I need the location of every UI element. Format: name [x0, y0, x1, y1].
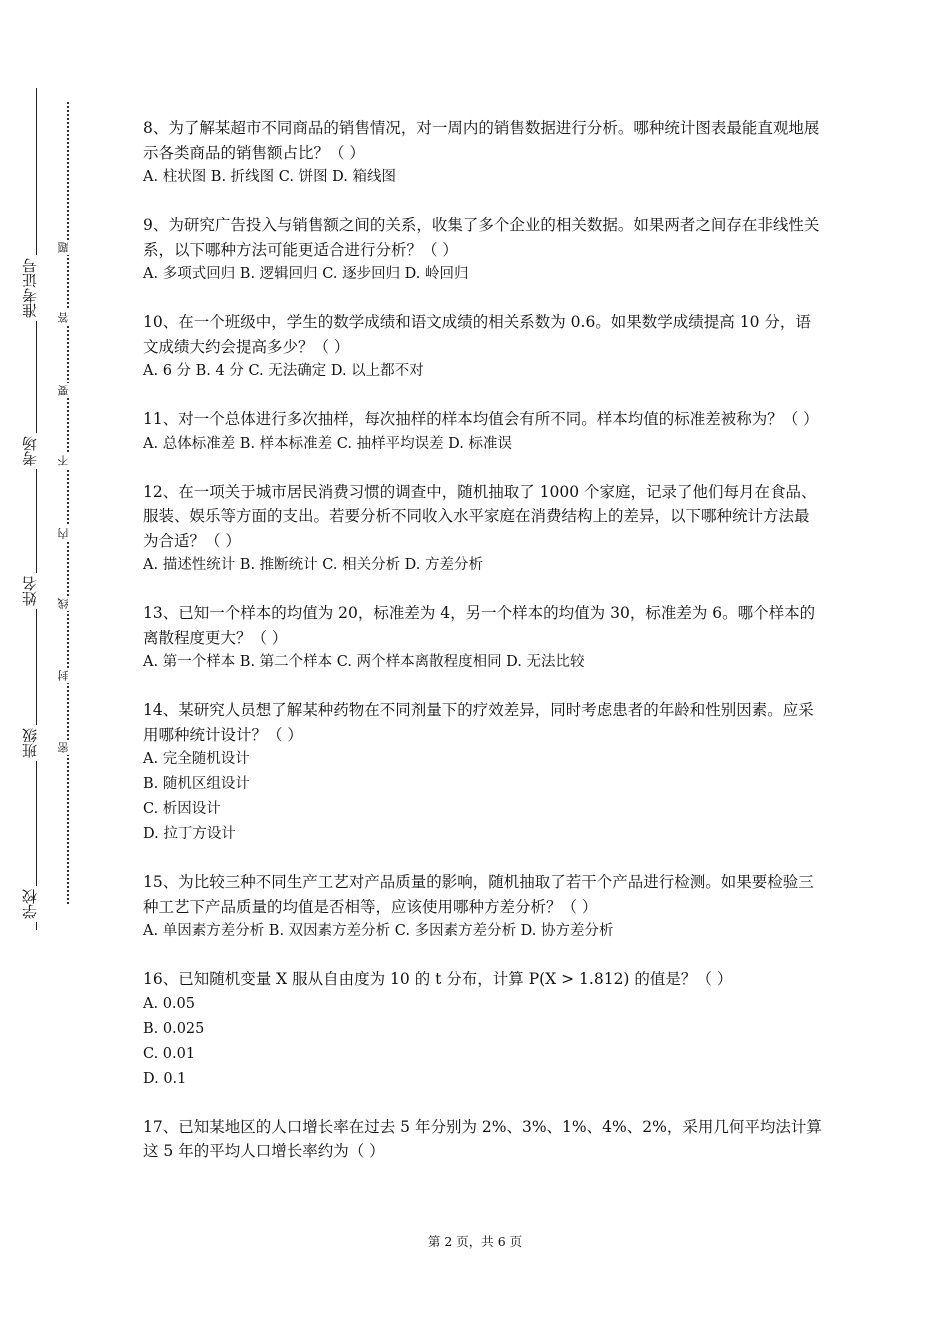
- seal-char: 线: [58, 596, 76, 611]
- seal-char: 题: [58, 240, 76, 255]
- exam-number-label: 准考证号: [22, 255, 52, 321]
- question-10: [143, 310, 823, 384]
- name-label: 姓名: [22, 573, 52, 609]
- binding-solid-line: [36, 88, 37, 930]
- school-label: 学校: [22, 886, 52, 922]
- question-stem: 13、已知一个样本的均值为 20，标准差为 4，另一个样本的均值为 30，标准差为 6。哪个样本的离散程度更大？（ ）: [143, 604, 816, 647]
- question-option-a: A. 0.05: [143, 995, 195, 1012]
- question-stem: 14、某研究人员想了解某种药物在不同剂量下的疗效差异，同时考虑患者的年龄和性别因素。应采用哪种统计设计？（ ）: [143, 701, 814, 744]
- seal-char: 不: [58, 453, 76, 468]
- question-options: A. 第一个样本 B. 第二个样本 C. 两个样本离散程度相同 D. 无法比较: [143, 654, 585, 670]
- question-option-d: D. 0.1: [143, 1070, 187, 1087]
- question-16: [143, 967, 823, 1092]
- binding-margin: [22, 0, 52, 940]
- question-12: [143, 480, 823, 579]
- question-option-a: A. 完全随机设计: [143, 751, 250, 767]
- question-stem: 17、已知某地区的人口增长率在过去 5 年分别为 2%、3%、1%、4%、2%，采用几何平均法计算这 5 年的平均人口增长率约为（ ）: [143, 1117, 822, 1160]
- question-stem: 11、对一个总体进行多次抽样，每次抽样的样本均值会有所不同。样本均值的标准差被称为？（ ）: [143, 410, 819, 428]
- question-option-c: C. 0.01: [143, 1045, 196, 1062]
- question-options: A. 多项式回归 B. 逻辑回归 C. 逐步回归 D. 岭回归: [143, 266, 469, 282]
- question-option-b: B. 随机区组设计: [143, 776, 250, 792]
- question-stem: 10、在一个班级中，学生的数学成绩和语文成绩的相关系数为 0.6。如果数学成绩提高 10 分，语文成绩大约会提高多少？（ ）: [143, 313, 811, 356]
- question-9: [143, 213, 823, 287]
- question-options: A. 单因素方差分析 B. 双因素方差分析 C. 多因素方差分析 D. 协方差分析: [143, 923, 614, 939]
- seal-char: 密: [58, 740, 76, 755]
- class-label: 班级: [22, 725, 52, 761]
- question-options: A. 柱状图 B. 折线图 C. 饼图 D. 箱线图: [143, 169, 397, 185]
- question-13: [143, 601, 823, 675]
- question-stem: 9、为研究广告投入与销售额之间的关系，收集了多个企业的相关数据。如果两者之间存在非线性关系，以下哪种方法可能更适合进行分析？（ ）: [143, 216, 820, 259]
- seal-char: 封: [58, 668, 76, 683]
- question-stem: 15、为比较三种不同生产工艺对产品质量的影响，随机抽取了若干个产品进行检测。如果要检验三种工艺下产品质量的均值是否相等，应该使用哪种方差分析？（ ）: [143, 873, 814, 916]
- question-stem: 16、已知随机变量 X 服从自由度为 10 的 t 分布，计算 P(X > 1.812) 的值是？（ ）: [143, 970, 733, 988]
- seal-char: 要: [58, 383, 76, 398]
- question-stem: 12、在一项关于城市居民消费习惯的调查中，随机抽取了 1000 个家庭，记录了他们每月在食品、服装、娱乐等方面的支出。若要分析不同收入水平家庭在消费结构上的差异，以下哪种统计方法最为合适？（ ）: [143, 482, 817, 550]
- seal-char: 内: [58, 526, 76, 541]
- question-options: A. 总体标准差 B. 样本标准差 C. 抽样平均误差 D. 标准误: [143, 435, 513, 452]
- question-11: [143, 407, 823, 457]
- question-stem: 8、为了解某超市不同商品的销售情况，对一周内的销售数据进行分析。哪种统计图表最能直观地展示各类商品的销售额占比？（ ）: [143, 119, 820, 162]
- question-8: [143, 116, 823, 190]
- seal-char: 答: [58, 310, 76, 325]
- binding-dotted-line: [67, 102, 69, 904]
- question-options: A. 描述性统计 B. 推断统计 C. 相关分析 D. 方差分析: [143, 557, 484, 573]
- question-14: [143, 698, 823, 847]
- question-option-b: B. 0.025: [143, 1020, 205, 1037]
- page-footer: 第 2 页，共 6 页: [427, 1234, 523, 1249]
- exam-room-label: 考场: [22, 433, 52, 469]
- question-15: [143, 870, 823, 944]
- question-options: A. 6 分 B. 4 分 C. 无法确定 D. 以上都不对: [143, 363, 424, 379]
- question-17: [143, 1115, 823, 1164]
- question-option-d: D. 拉丁方设计: [143, 826, 236, 842]
- question-option-c: C. 析因设计: [143, 801, 221, 817]
- question-list: [143, 116, 823, 1187]
